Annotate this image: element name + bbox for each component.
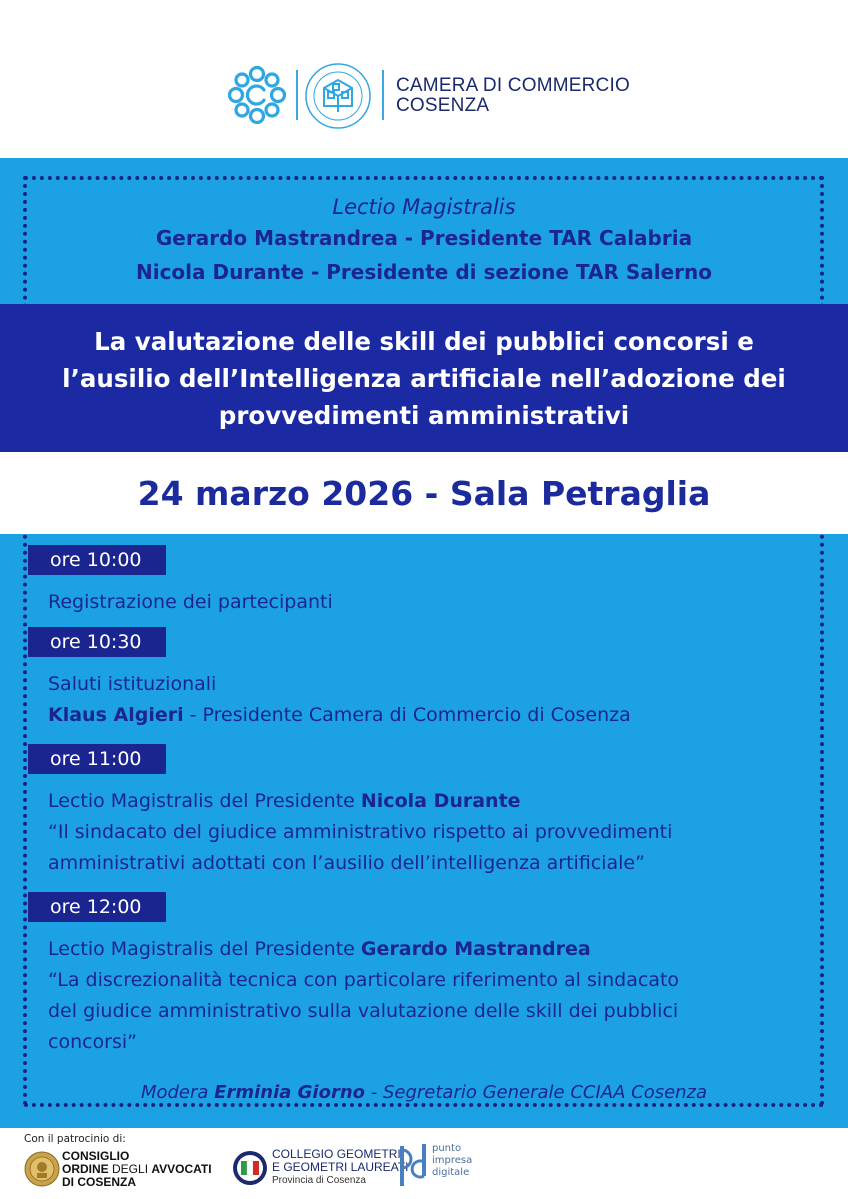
lectio-intro: Lectio Magistralis del Presidente [48, 938, 361, 960]
program-line: Saluti istituzionali [48, 673, 217, 695]
pid-line: impresa [432, 1155, 473, 1166]
title-line: provvedimenti amministrativi [218, 400, 630, 430]
lectio-intro: Lectio Magistralis del Presidente [48, 790, 361, 812]
program-line: “La discrezionalità tecnica con particolare riferimento al sindacato [48, 969, 680, 991]
avv-part: DEGLI [112, 1162, 152, 1176]
avv-part: AVVOCATI [151, 1162, 212, 1176]
title-line: La valutazione delle skill dei pubblici concorsi e [94, 326, 754, 356]
logo-divider [382, 70, 384, 120]
event-title [0, 304, 848, 452]
program-line [48, 936, 591, 962]
program-line: del giudice amministrativo sulla valutazione delle skill dei pubblici [48, 1000, 679, 1022]
speaker-role: - Presidente Camera di Commercio di Cosenza [183, 704, 631, 726]
time-tag: ore 10:30 [28, 627, 166, 657]
intro-speaker: Gerardo Mastrandrea - Presidente TAR Calabria [155, 226, 693, 250]
speaker-name: Nicola Durante [360, 790, 521, 812]
pid-logo-text [432, 1143, 472, 1179]
lawyers-order-logo [62, 1150, 212, 1189]
geo-line: E GEOMETRI LAUREATI [272, 1160, 409, 1174]
program-line [48, 788, 521, 814]
speaker-name: Klaus Algieri [48, 704, 184, 726]
chamber-logo-icon [226, 64, 288, 126]
time-tag: ore 11:00 [28, 744, 166, 774]
program-line: “Il sindacato del giudice amministrativo rispetto ai provvedimenti [48, 821, 673, 843]
time-tag: ore 10:00 [28, 545, 166, 575]
pid-line: digitale [432, 1167, 470, 1178]
avv-line: CONSIGLIO [62, 1149, 130, 1163]
header [0, 0, 848, 158]
program-line [48, 702, 631, 728]
chamber-brand [396, 76, 630, 116]
program-line: concorsi” [48, 1031, 138, 1053]
program-line: amministrativi adottati con l’ausilio dell’intelligenza artificiale” [48, 852, 645, 874]
date-band [0, 452, 848, 534]
moderator-role: - Segretario Generale CCIAA Cosenza [365, 1082, 708, 1103]
time-tag: ore 12:00 [28, 892, 166, 922]
avv-part: ORDINE [62, 1162, 113, 1176]
dotted-border [24, 1103, 824, 1107]
pid-logo-icon [398, 1140, 430, 1190]
speaker-name: Gerardo Mastrandrea [360, 938, 591, 960]
modera-label: Modera [140, 1082, 215, 1103]
surveyors-college-logo [272, 1148, 408, 1187]
patronage-label: Con il patrocinio di: [24, 1133, 126, 1145]
logo-divider [296, 70, 298, 120]
pid-line: punto [432, 1143, 462, 1154]
title-line: l’ausilio dell’Intelligenza artificiale nell’adozione dei [62, 363, 786, 393]
moderator-name: Erminia Giorno [214, 1082, 366, 1103]
brand-line: COSENZA [396, 95, 490, 116]
dotted-border [24, 176, 824, 180]
geo-line: COLLEGIO GEOMETRI [272, 1147, 401, 1161]
geo-line: Provincia di Cosenza [272, 1175, 366, 1186]
avv-line: DI COSENZA [62, 1175, 137, 1189]
program-line: Registrazione dei partecipanti [48, 591, 333, 613]
moderator [0, 1082, 848, 1103]
intro [0, 193, 848, 289]
intro-speaker: Nicola Durante - Presidente di sezione TAR Salerno [135, 260, 713, 284]
event-title-text [14, 323, 834, 434]
seal-icon [304, 62, 372, 130]
date-place: 24 marzo 2026 - Sala Petraglia [137, 473, 711, 513]
brand-line: CAMERA DI COMMERCIO [396, 75, 630, 96]
surveyors-seal-icon [232, 1150, 268, 1186]
lawyers-seal-icon [24, 1151, 60, 1187]
intro-lectio: Lectio Magistralis [332, 195, 516, 219]
